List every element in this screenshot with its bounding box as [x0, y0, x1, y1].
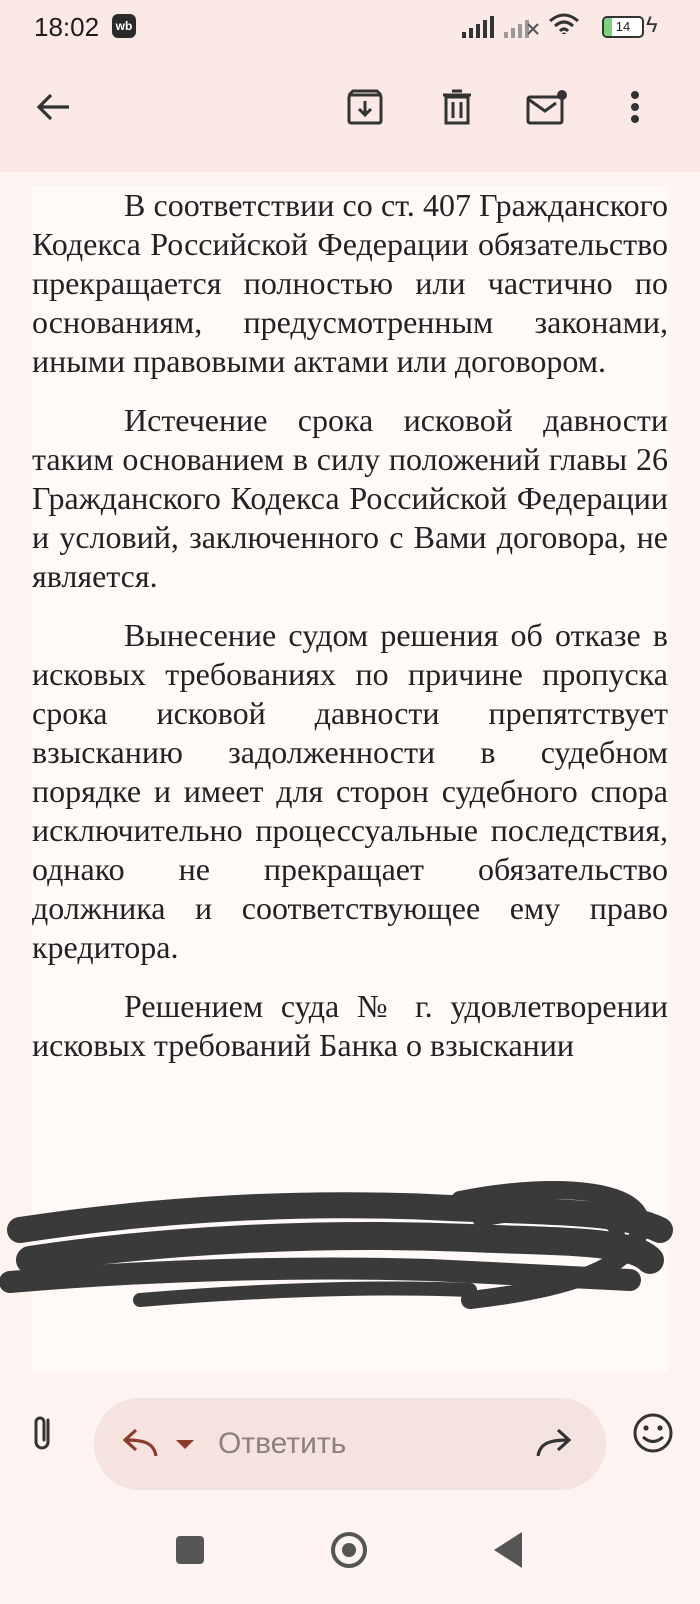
wifi-icon [548, 12, 580, 34]
home-button[interactable] [331, 1532, 367, 1568]
mark-unread-icon[interactable] [522, 82, 572, 132]
battery-level: 14 [615, 19, 631, 34]
status-bar [0, 0, 700, 52]
redaction-scribble [0, 1170, 700, 1350]
chevron-down-icon[interactable] [176, 1440, 194, 1449]
system-back-button[interactable] [494, 1532, 522, 1568]
more-vert-icon[interactable] [610, 82, 660, 132]
status-time: 18:02 [34, 12, 100, 42]
system-nav-bar [0, 1492, 700, 1604]
app-bar [0, 52, 700, 172]
forward-icon[interactable] [534, 1426, 574, 1460]
paragraph: Вынесение судом решения об отказе в исковых требованиях по причине пропуска срока исковой давности препятствует взысканию задолженности в судебном порядке и имеет для сторон судебного спора исключительно процессуальные последствия, однако не прекращает обязательство должника и соответствующее ему право кредитора. [32, 617, 668, 965]
recents-button[interactable] [176, 1536, 204, 1564]
paperclip-icon[interactable] [24, 1412, 64, 1452]
archive-icon[interactable] [340, 82, 390, 132]
paragraph: Решением суда № г. удовлетворении исковых требований Банка о взыскании [32, 988, 668, 1063]
trash-icon[interactable] [432, 82, 482, 132]
emoji-icon[interactable] [632, 1412, 674, 1454]
wb-app-badge: wb [112, 14, 136, 38]
battery-indicator [602, 16, 644, 38]
reply-placeholder: Ответить [218, 1427, 347, 1460]
reply-bar [0, 1372, 700, 1492]
paragraph: В соответствии со ст. 407 Гражданского Кодекса Российской Федерации обязательство прекращается полностью или частично по основаниям, предусмотренным законами, иными правовыми актами или договором. [32, 187, 668, 379]
reply-icon[interactable] [120, 1426, 160, 1460]
signal-icon [462, 16, 498, 38]
charging-icon: ϟ [646, 12, 658, 37]
signal-2-icon [504, 16, 540, 38]
reply-input[interactable] [94, 1398, 606, 1490]
paragraph: Истечение срока исковой давности таким основанием в силу положений главы 26 Гражданского Кодекса Российской Федерации и условий, заключенного с Вами договора, не является. [32, 402, 668, 594]
arrow-back-icon[interactable] [28, 82, 78, 132]
